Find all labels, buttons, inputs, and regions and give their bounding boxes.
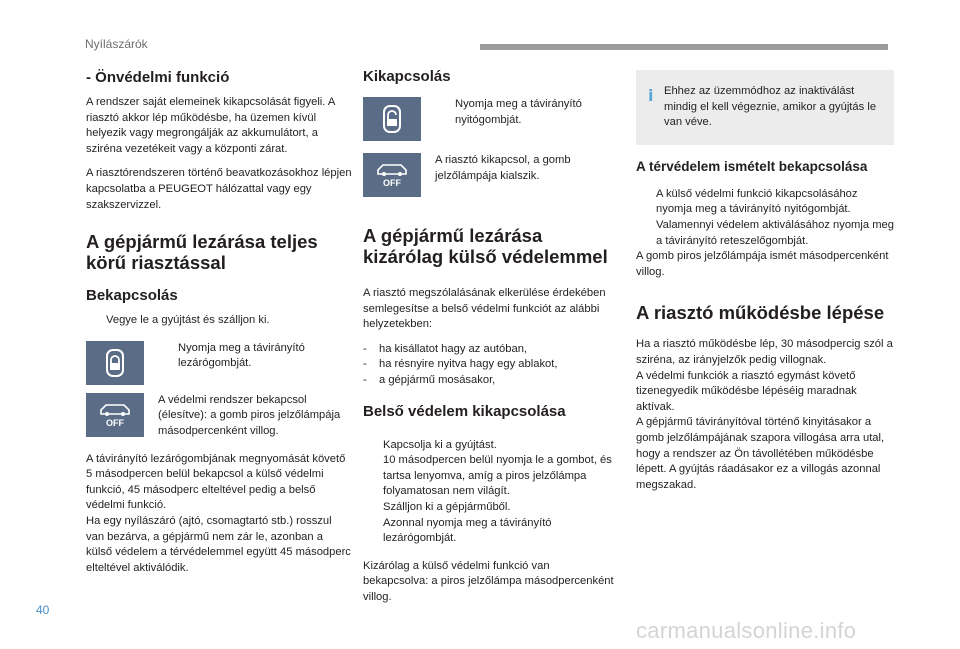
heading-deactivation: Kikapcsolás <box>363 68 451 85</box>
bullet-icon <box>435 97 455 128</box>
list-item: A külső védelmi funkció kikapcsolásához nyomja meg a távirányító nyitógombját. <box>636 187 894 218</box>
bullet-icon <box>363 500 383 516</box>
list-item: - a gépjármű mosásakor, <box>363 373 496 386</box>
bullet-list <box>363 438 617 547</box>
list-item: Nyomja meg a távirányító nyitógombját. <box>435 97 617 128</box>
paragraph: A rendszer saját elemeinek kikapcsolását figyeli. A riasztó akkor lép működésbe, ha üzemen kívül helyezik vagy megrongálják az akkumulátort, a sziréna vezetékeit vagy a központi zárat. <box>86 96 335 155</box>
list-item: - ha résnyire nyitva hagy egy ablakot, <box>363 358 558 371</box>
bullet-icon <box>363 516 383 547</box>
column-2 <box>363 62 617 606</box>
heading-self-protection: - Önvédelmi funkció <box>86 69 230 86</box>
icon-row <box>86 341 352 385</box>
paragraph: A gomb piros jelzőlámpája ismét másodpercenként villog. <box>636 250 889 278</box>
page-number: 40 <box>36 603 50 617</box>
bullet-icon <box>363 438 383 454</box>
icon-row <box>363 153 617 197</box>
section-header: Nyílászárók <box>85 37 148 51</box>
heading-alarm-trigger: A riasztó működésbe lépése <box>636 302 885 324</box>
bullet-icon <box>86 313 106 329</box>
heading-external-only: A gépjármű lezárása kizárólag külső védelemmel <box>363 225 608 267</box>
list-item: Valamennyi védelem aktiválásához nyomja meg a távirányító reteszelőgombját. <box>636 218 894 249</box>
paragraph: A riasztórendszeren történő beavatkozásokhoz lépjen kapcsolatba a PEUGEOT hálózattal vagy egy szakszervizzel. <box>86 167 352 211</box>
heading-internal-off: Belső védelem kikapcsolása <box>363 402 566 420</box>
note-text: Ehhez az üzemmódhoz az inaktiválást mindig el kell végeznie, amikor a gyújtás le van véve. <box>664 85 877 129</box>
paragraph: Ha a riasztó működésbe lép, 30 másodpercig szól a sziréna, az irányjelzők pedig villognak. A védelmi funkciók a riasztó egymást követő tizenegyedik működésbe lépéséig maradnak aktívak. A gépjármű távirányítóval történő kinyitásakor a gomb jelzőlámpájának szapora villogása arra utal, hogy a rendszer az Ön távollétében működésbe lépett. A gyújtás ráadásakor ez a villogás azonnal megszakad. <box>636 338 893 491</box>
bullet-icon <box>363 453 383 500</box>
bullet-icon <box>636 218 656 249</box>
header-bar <box>480 44 888 50</box>
list-item: 10 másodpercen belül nyomja le a gombot, és tartsa lenyomva, amíg a piros jelzőlámpa folyamatosan nem világít. <box>363 453 617 500</box>
heading-full-alarm-lock: A gépjármű lezárása teljes körű riasztással <box>86 231 318 274</box>
bullet-icon <box>636 187 656 218</box>
list-item: Kapcsolja ki a gyújtást. <box>363 438 617 454</box>
heading-activation: Bekapcsolás <box>86 287 178 305</box>
list-item: Azonnal nyomja meg a távirányító lezárógombját. <box>363 516 617 547</box>
column-3 <box>636 62 894 493</box>
list-item: Nyomja meg a távirányító lezárógombját. <box>158 341 352 372</box>
unlock-key-icon <box>363 97 421 141</box>
watermark: carmanualsonline.info <box>636 618 857 643</box>
car-alarm-off-icon: OFF <box>86 393 144 437</box>
paragraph: A riasztó megszólalásának elkerülése érdekében semlegesítse a belső védelmi funkciót az alábbi helyzetekben: <box>363 287 606 331</box>
dash-list <box>363 342 617 389</box>
heading-reactivation: A térvédelem ismételt bekapcsolása <box>636 158 868 174</box>
column-1 <box>86 62 352 576</box>
bullet-icon <box>158 341 178 372</box>
icon-row <box>86 393 352 440</box>
paragraph: A riasztó kikapcsol, a gomb jelzőlámpája kialszik. <box>435 154 571 182</box>
list-item: Vegye le a gyújtást és szálljon ki. <box>86 313 352 329</box>
info-note <box>636 70 894 145</box>
info-icon: i <box>648 86 654 105</box>
paragraph: A védelmi rendszer bekapcsol (élesítve): a gomb piros jelzőlámpája másodpercenként villog. <box>158 393 341 437</box>
lock-key-icon <box>86 341 144 385</box>
bullet-list <box>636 187 894 249</box>
list-item: Szálljon ki a gépjárműből. <box>363 500 617 516</box>
paragraph: Kizárólag a külső védelmi funkció van bekapcsolva: a piros jelzőlámpa másodpercenként villog. <box>363 559 614 603</box>
paragraph: A távirányító lezárógombjának megnyomását követő 5 másodpercen belül bekapcsol a külső védelmi funkció, 45 másodperc elteltével pedig a belső védelmi funkció. Ha egy nyílászáró (ajtó, csomagtartó stb.) rosszul van bezárva, a gépjármű nem zár le, azonban a külső védelem a térvédelemmel együtt 45 másodperc elteltével aktiválódik. <box>86 452 351 574</box>
list-item: - ha kisállatot hagy az autóban, <box>363 342 528 355</box>
icon-row <box>363 97 617 141</box>
car-alarm-off-icon: OFF <box>363 153 421 197</box>
